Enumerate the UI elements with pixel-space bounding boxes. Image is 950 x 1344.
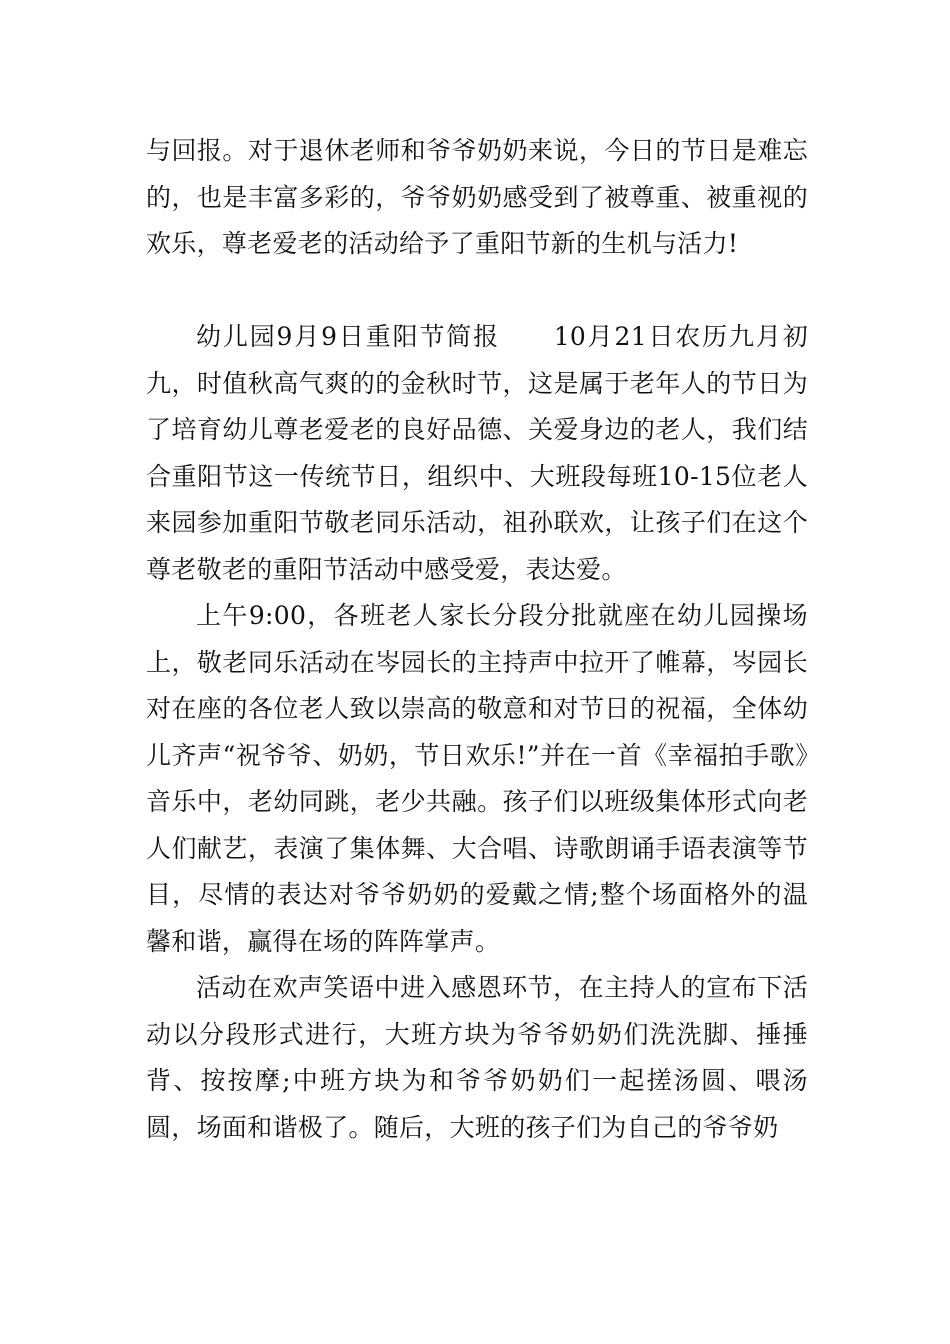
paragraph-4: 活动在欢声笑语中进入感恩环节，在主持人的宣布下活动以分段形式进行，大班方块为爷爷奶奶们洗洗脚、捶捶背、按按摩;中班方块为和爷爷奶奶们一起搓汤圆、喂汤圆，场面和谐极了。随后，大班的孩子们为自己的爷爷奶 (146, 973, 808, 1142)
document-body (146, 128, 808, 1151)
paragraph-2: 幼儿园9月9日重阳节简报 10月21日农历九月初九，时值秋高气爽的的金秋时节，这是属于老年人的节日为了培育幼儿尊老爱老的良好品德、关爱身边的老人，我们结合重阳节这一传统节日，组织中、大班段每班10-15位老人来园参加重阳节敬老同乐活动，祖孙联欢，让孩子们在这个尊老敬老的重阳节活动中感受爱，表达爱。 (146, 322, 808, 584)
paragraph-1: 与回报。对于退休老师和爷爷奶奶来说，今日的节日是难忘的，也是丰富多彩的，爷爷奶奶感受到了被尊重、被重视的欢乐，尊老爱老的活动给予了重阳节新的生机与活力! (146, 136, 808, 258)
paragraph-3: 上午9:00，各班老人家长分段分批就座在幼儿园操场上，敬老同乐活动在岑园长的主持声中拉开了帷幕，岑园长对在座的各位老人致以崇高的敬意和对节日的祝福，全体幼儿齐声“祝爷爷、奶奶，节日欢乐!”并在一首《幸福拍手歌》音乐中，老幼同跳，老少共融。孩子们以班级集体形式向老人们献艺，表演了集体舞、大合唱、诗歌朗诵手语表演等节目，尽情的表达对爷爷奶奶的爱戴之情;整个场面格外的温馨和谐，赢得在场的阵阵掌声。 (146, 601, 808, 956)
paragraph-gap (146, 268, 808, 315)
